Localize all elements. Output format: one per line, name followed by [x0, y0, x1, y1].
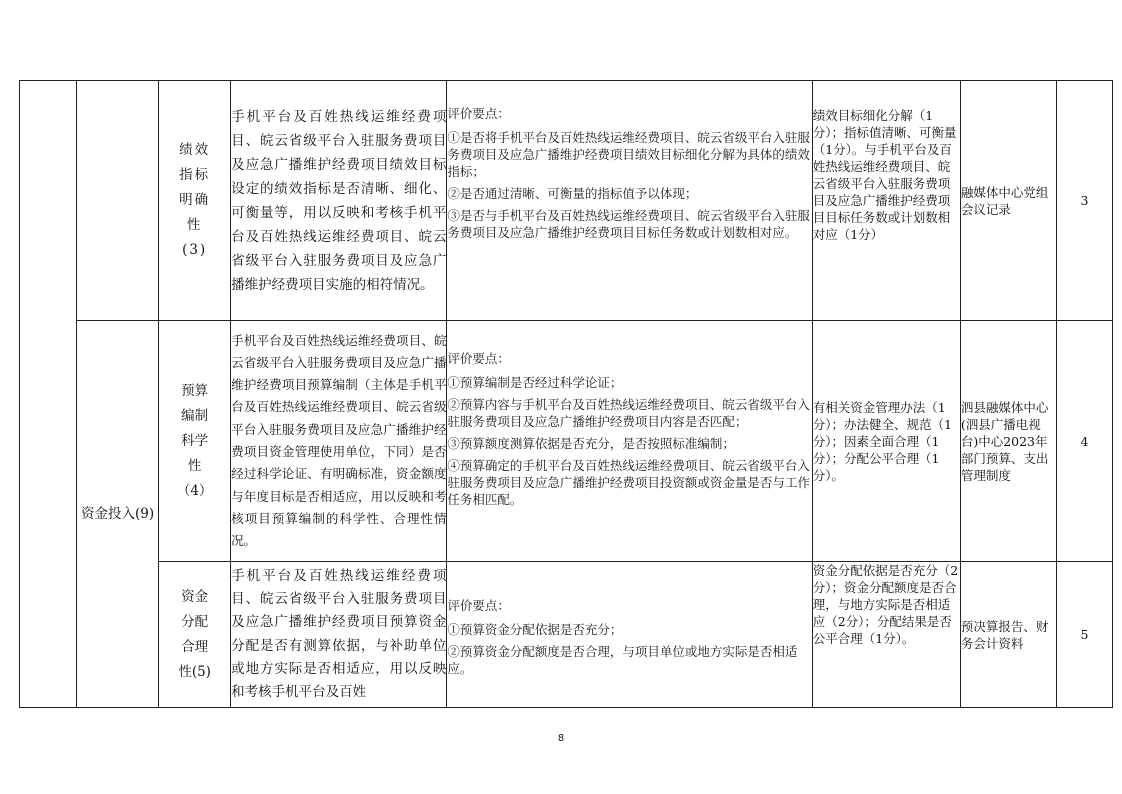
evaluation-point: ①是否将手机平台及百姓热线运维经费项目、皖云省级平台入驻服务费项目及应急广播维护经费项目绩效目标细化分解为具体的绩效指标；	[447, 130, 810, 179]
data-source-cell: 融媒体中心党组会议记录	[960, 81, 1056, 321]
table-row	[20, 562, 1113, 708]
evaluation-point: ②预算资金分配额度是否合理，与项目单位或地方实际是否相适应。	[447, 644, 798, 676]
points-header: 评价要点：	[447, 351, 510, 366]
evaluation-point: ①预算资金分配依据是否充分；	[447, 622, 623, 637]
table-row	[20, 81, 1113, 321]
points-header: 评价要点：	[447, 106, 510, 121]
evaluation-table	[19, 80, 1113, 708]
score-cell: 4	[1056, 321, 1112, 562]
evaluation-point: ①预算编制是否经过科学论证；	[447, 375, 623, 390]
indicator-cell: 预算编制科学性（4）	[159, 321, 231, 562]
evaluation-points-cell	[447, 321, 812, 562]
indicator-cell: 绩效指标明确性(3)	[159, 81, 231, 321]
scoring-rule-cell: 资金分配依据是否充分（2分）；资金分配额度是否合理，与地方实际是否相适应（2分）；分配结果是否公平合理（1分）。	[812, 562, 960, 708]
score-cell: 3	[1056, 81, 1112, 321]
scoring-rule-cell: 绩效目标细化分解（1分）；指标值清晰、可衡量（1分）。与手机平台及百姓热线运维经费项目、皖云省级平台入驻服务费项目及应急广播维护经费项目目标任务数或计划数相对应（1分）	[812, 81, 960, 321]
evaluation-point: ③是否与手机平台及百姓热线运维经费项目、皖云省级平台入驻服务费项目及应急广播维护经费项目目标任务数或计划数相对应。	[447, 208, 810, 240]
page-number: 8	[557, 733, 565, 744]
evaluation-points-cell	[447, 562, 812, 708]
table-row	[20, 321, 1113, 562]
secondary-category-cell	[77, 81, 159, 321]
secondary-category-cell: 资金投入(9)	[77, 321, 159, 708]
evaluation-point: ④预算确定的手机平台及百姓热线运维经费项目、皖云省级平台入驻服务费项目及应急广播维护经费项目投资额或资金量是否与工作任务相匹配。	[447, 458, 810, 507]
evaluation-points-cell	[447, 81, 812, 321]
standard-cell: 手机平台及百姓热线运维经费项目、皖云省级平台入驻服务费项目及应急广播维护经费项目绩效目标设定的绩效指标是否清晰、细化、可衡量等，用以反映和考核手机平台及百姓热线运维经费项目、皖云省级平台入驻服务费项目及应急广播维护经费项目实施的相符情况。	[231, 81, 447, 321]
scoring-rule-cell: 有相关资金管理办法（1分）；办法健全、规范（1分）；因素全面合理（1分）；分配公平合理（1分）。	[812, 321, 960, 562]
indicator-cell: 资金分配合理性(5)	[159, 562, 231, 708]
data-source-cell: 泗县融媒体中心(泗县广播电视台)中心2023年部门预算、支出管理制度	[960, 321, 1056, 562]
standard-cell: 手机平台及百姓热线运维经费项目、皖云省级平台入驻服务费项目及应急广播维护经费项目预算编制（主体是手机平台及百姓热线运维经费项目、皖云省级平台入驻服务费项目及应急广播维护经费项目资金管理使用单位，下同）是否经过科学论证、有明确标准，资金额度与年度目标是否相适应，用以反映和考核项目预算编制的科学性、合理性情况。	[231, 321, 447, 562]
score-cell: 5	[1056, 562, 1112, 708]
primary-category-cell	[20, 81, 77, 708]
evaluation-point: ③预算额度测算依据是否充分，是否按照标准编制；	[447, 436, 735, 451]
evaluation-point: ②是否通过清晰、可衡量的指标值予以体现；	[447, 186, 698, 201]
points-header: 评价要点：	[447, 598, 510, 613]
evaluation-point: ②预算内容与手机平台及百姓热线运维经费项目、皖云省级平台入驻服务费项目及应急广播维护经费项目内容是否匹配；	[447, 397, 810, 429]
data-source-cell: 预决算报告、财务会计资料	[960, 562, 1056, 708]
standard-cell: 手机平台及百姓热线运维经费项目、皖云省级平台入驻服务费项目及应急广播维护经费项目预算资金分配是否有测算依据，与补助单位或地方实际是否相适应，用以反映和考核手机平台及百姓	[231, 562, 447, 708]
